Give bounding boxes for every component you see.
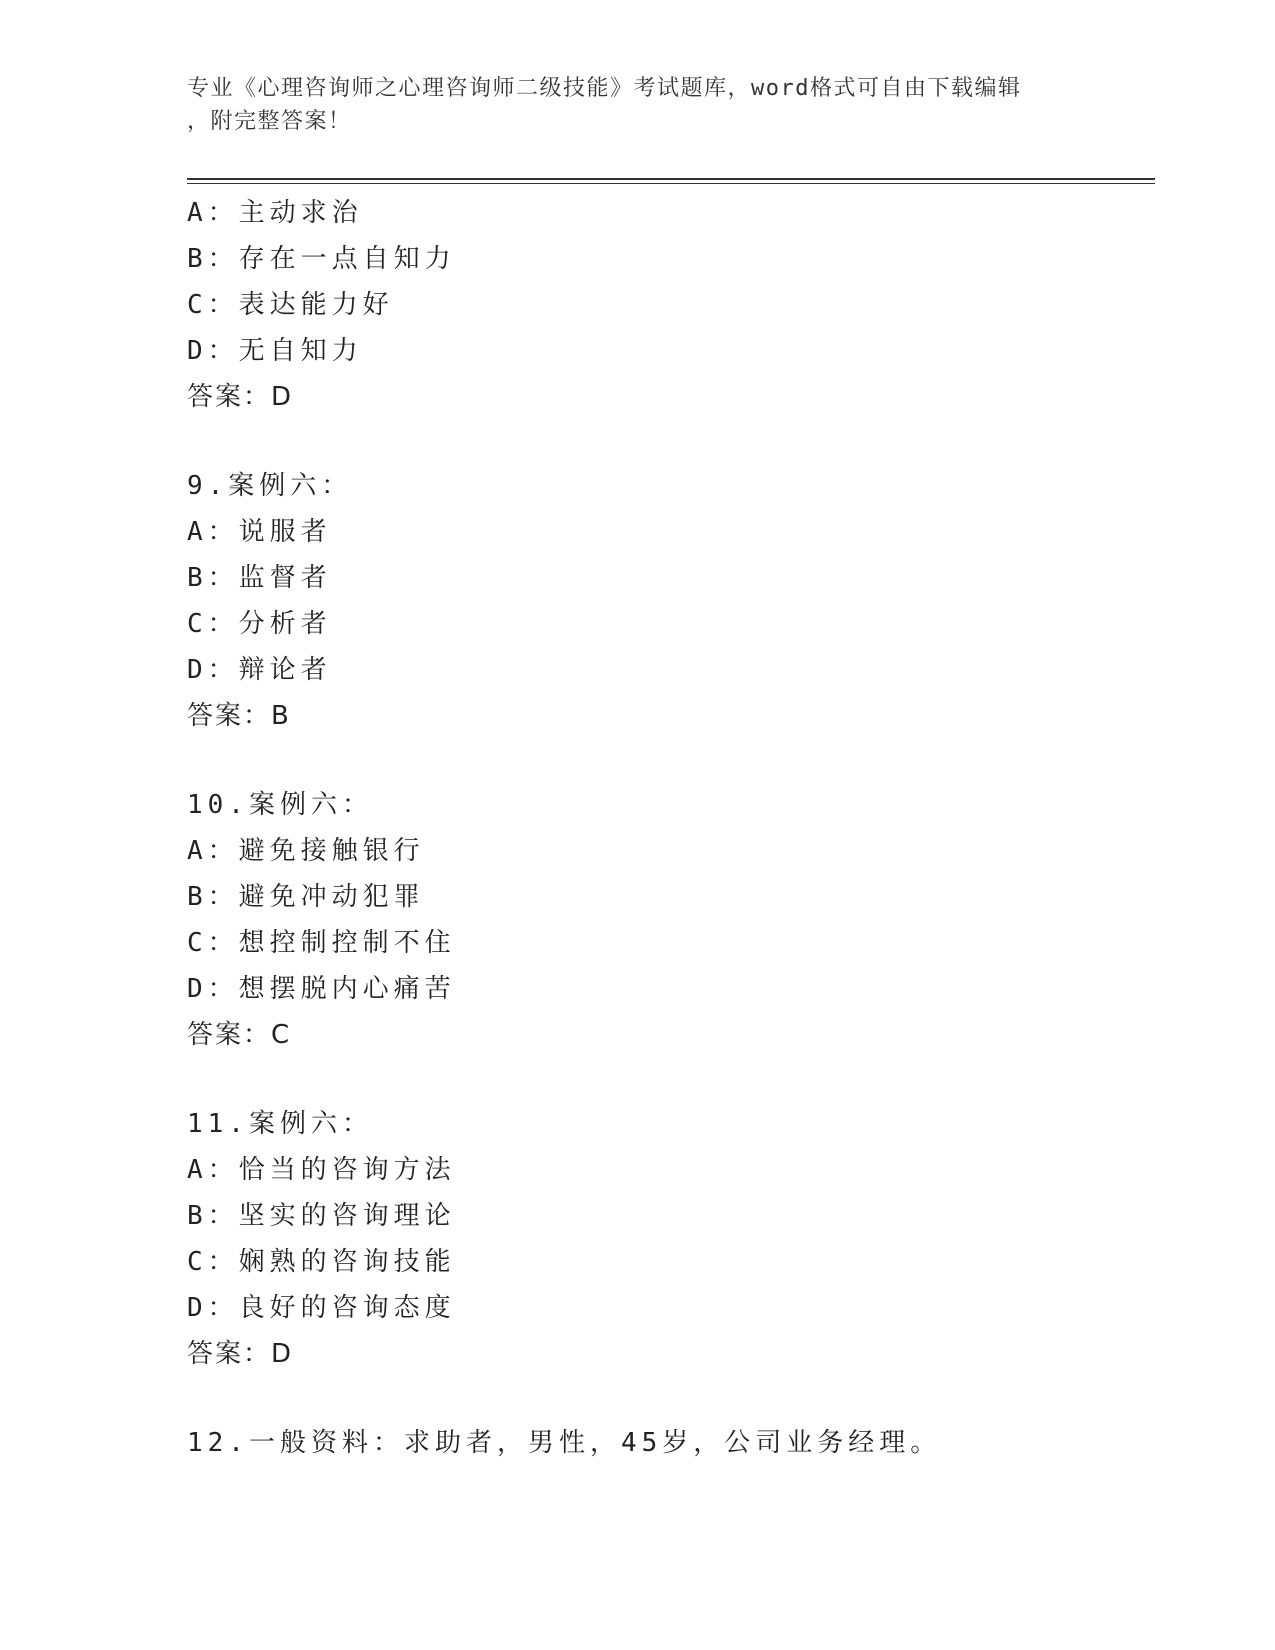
option-d: D：良好的咨询态度 [187, 1293, 456, 1323]
question-block-9 [187, 463, 1155, 739]
header-divider-thick [187, 178, 1155, 180]
answer-line: 答案：D [187, 1339, 294, 1369]
spacer [187, 1058, 1155, 1101]
option-d: D：无自知力 [187, 336, 363, 366]
question-stem: 12.一般资料：求助者，男性，45岁，公司业务经理。 [187, 1428, 942, 1458]
spacer [187, 420, 1155, 463]
spacer [187, 739, 1155, 782]
option-d: D：想摆脱内心痛苦 [187, 974, 456, 1004]
option-d: D：辩论者 [187, 655, 332, 685]
document-header [187, 72, 1087, 138]
option-c: C：娴熟的咨询技能 [187, 1247, 456, 1277]
question-stem: 10.案例六： [187, 790, 373, 820]
option-a: A：恰当的咨询方法 [187, 1155, 456, 1185]
question-block-12 [187, 1420, 1155, 1466]
spacer [187, 1377, 1155, 1420]
option-b: B：坚实的咨询理论 [187, 1201, 456, 1231]
option-c: C：想控制控制不住 [187, 928, 456, 958]
option-a: A：避免接触银行 [187, 836, 425, 866]
answer-line: 答案：D [187, 382, 294, 412]
answer-line: 答案：C [187, 1020, 292, 1050]
header-line-1: 专业《心理咨询师之心理咨询师二级技能》考试题库，word格式可自由下载编辑 [187, 76, 1022, 101]
option-a: A：主动求治 [187, 198, 363, 228]
option-b: B：监督者 [187, 563, 332, 593]
question-stem: 11.案例六： [187, 1109, 373, 1139]
option-b: B：存在一点自知力 [187, 244, 456, 274]
option-a: A：说服者 [187, 517, 332, 547]
option-c: C：表达能力好 [187, 290, 394, 320]
question-list [187, 190, 1155, 1466]
answer-line: 答案：B [187, 701, 291, 731]
option-b: B：避免冲动犯罪 [187, 882, 425, 912]
question-block-8 [187, 190, 1155, 420]
question-block-10 [187, 782, 1155, 1058]
question-block-11 [187, 1101, 1155, 1377]
question-stem: 9.案例六： [187, 471, 353, 501]
header-divider-thin [187, 183, 1155, 184]
header-line-2: ，附完整答案！ [187, 109, 352, 134]
option-c: C：分析者 [187, 609, 332, 639]
